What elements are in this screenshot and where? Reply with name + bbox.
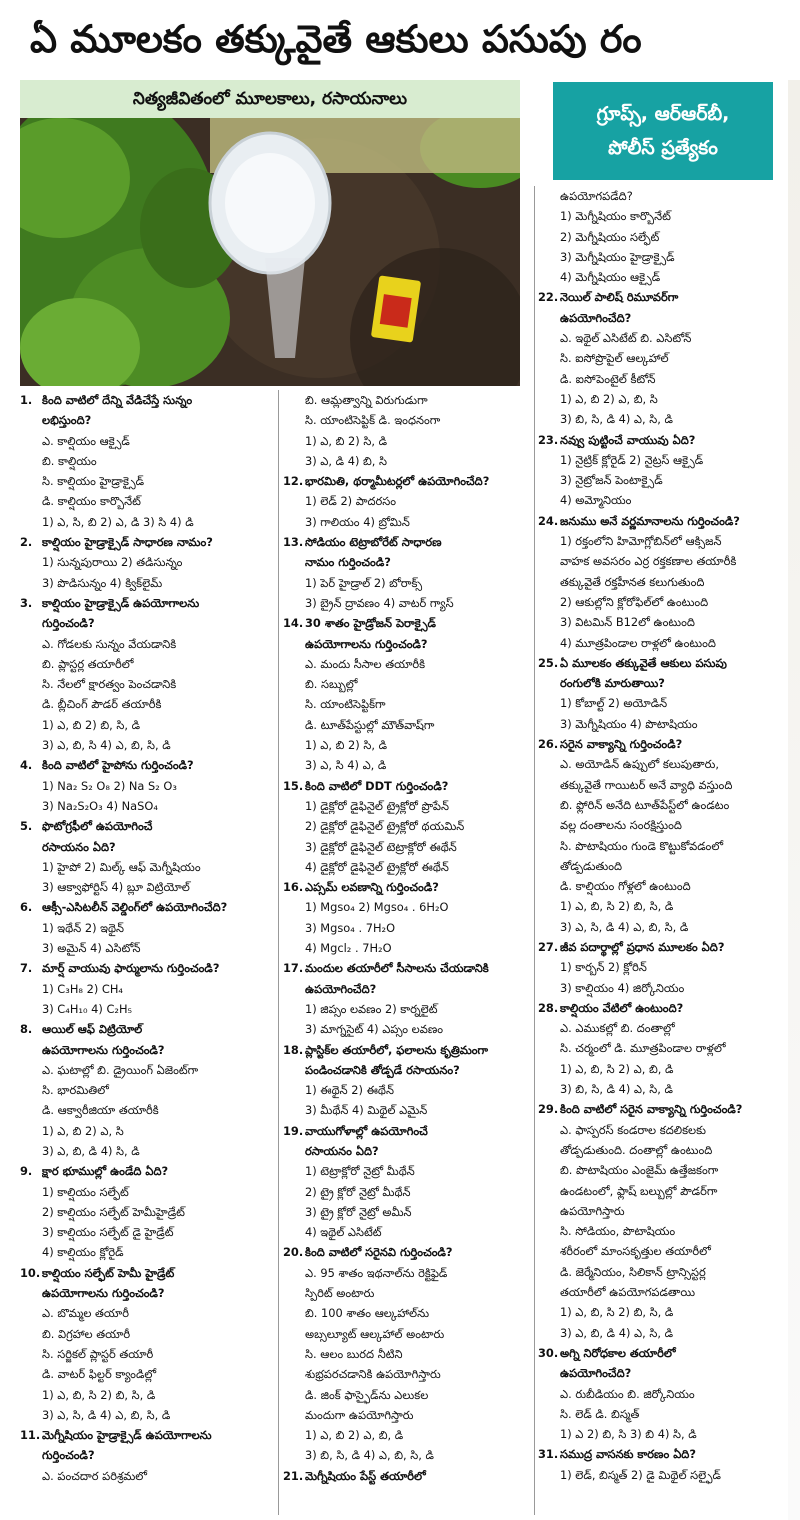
answer-option: 1) ఎ, సి, బి 2) ఎ, డి 3) సి 4) డి (42, 514, 194, 529)
answer-option: సి. కాల్షియం హైడ్రాక్సైడ్ (42, 474, 145, 489)
answer-option: ఎ. పంచదార పరిశ్రమలో (42, 1468, 147, 1483)
question-stem: ఫొటోగ్రఫీలో ఉపయోగించే (42, 819, 153, 834)
question-stem-continued: ఉపయోగించేది? (560, 1366, 632, 1381)
answer-option: సి. ఆలం బురద నీటిని (305, 1346, 403, 1361)
question-text (283, 532, 531, 552)
answer-option: 1) డైక్లోరో డైఫినైల్ ట్రైక్లోరో ప్రొపేన్ (305, 798, 449, 813)
answer-option: సి. చర్మంలో డి. మూత్రపిండాల రాళ్లలో (560, 1041, 726, 1056)
answer-option: 4) Mgcl₂ . 7H₂O (305, 941, 392, 956)
question-number: 1. (20, 393, 33, 407)
answer-option: డి. వాటర్ ఫిల్టర్ క్యాండిల్లో (42, 1367, 157, 1382)
answer-option: 1) ఎ, బి, సి 2) బి, సి, డి (560, 1305, 674, 1320)
question-stem-continued: ఉపయోగాలను గుర్తించండి? (42, 1042, 165, 1057)
question-stem: మందుల తయారీలో సీసాలను చేయడానికి (305, 961, 489, 976)
answer-option: ఎ. అయోడిన్ ఉప్పులో కలుపుతారు, (560, 757, 719, 772)
answer-option: 3) కాల్షియం 4) జిర్కోనియం (560, 980, 685, 995)
answer-option: 3) ట్రై క్లోరో నైట్రో అమీన్ (305, 1204, 412, 1219)
answer-option: డి. బ్లీచింగ్ పౌడర్ తయారీకి (42, 697, 162, 712)
answer-option: వాహక అవసరం ఎర్ర రక్తకణాల తయారీకి (560, 554, 737, 569)
answer-option: అబ్సల్యూట్ ఆల్కహాల్ అంటారు (305, 1326, 445, 1341)
question-text (283, 613, 531, 633)
answer-option: 2) ఆకుల్లోని క్లోరోఫిల్‌లో ఉంటుంది (560, 594, 709, 609)
question-text (20, 816, 274, 836)
question-text (20, 755, 274, 775)
answer-option: 4) అమ్మోనియం (560, 493, 632, 508)
answer-option: ఎ. గోడలకు సున్నం వేయడానికి (42, 636, 177, 651)
question-number: 30. (538, 1345, 559, 1360)
question-stem: కింది వాటిలో సరైనవి గుర్తించండి? (305, 1245, 453, 1260)
question-stem: నవ్వు పుట్టించే వాయువు ఏది? (560, 432, 696, 447)
answer-option: ఎ. ఎముకల్లో బి. దంతాల్లో (560, 1021, 675, 1036)
answer-option: 4) మెగ్నీషియం ఆక్సైడ్ (560, 270, 661, 285)
question-column-2 (283, 390, 531, 1515)
answer-option: 1) ఎ, బి 2) ఎ, బి, డి (305, 1428, 404, 1443)
badge-line-2: పోలీస్ ప్రత్యేకం (608, 137, 718, 159)
answer-option: 1) హైపో 2) మిల్క్ ఆఫ్ మెగ్నీషియం (42, 859, 201, 874)
question-stem: నెయిల్ పాలిష్ రిమూవర్‌గా (560, 290, 679, 305)
question-number: 8. (20, 1022, 33, 1037)
question-stem-continued: ఉపయోగించేది? (560, 310, 632, 325)
garden-photo (20, 118, 520, 386)
answer-option: తోడ్పడుతుంది. దంతాల్లో ఉంటుంది (560, 1142, 713, 1157)
answer-option: స్పిరిట్ అంటారు (305, 1286, 375, 1301)
question-number: 4. (20, 758, 33, 773)
answer-option: డి. కాల్షియం కార్బొనేట్ (42, 494, 141, 509)
question-stem: సముద్ర వాసనకు కారణం ఏది? (560, 1447, 696, 1462)
answer-option: ఎ. బొమ్మల తయారీ (42, 1306, 129, 1321)
question-stem-continued: రసాయనం ఏది? (42, 839, 116, 854)
answer-option: ఉపయోగిస్తారు (560, 1203, 625, 1218)
answer-option: బి. ఫ్లోరిన్ అనేది టూత్‌పేస్ట్‌లో ఉండటం (560, 797, 730, 812)
answer-option: 3) ఎ, డి 4) బి, సి (305, 453, 388, 468)
question-stem: వాయుగోళాల్లో ఉపయోగించే (305, 1123, 428, 1138)
answer-option: బి. ఆమ్లత్వాన్ని విరుగుడుగా (305, 393, 428, 407)
question-number: 14. (283, 616, 304, 631)
question-number: 11. (20, 1428, 41, 1443)
answer-option: 1) ఎ, బి 2) ఎ, సి (42, 1123, 124, 1138)
question-stem-continued: నామం గుర్తించండి? (305, 555, 391, 570)
answer-option: బి. కాల్షియం (42, 453, 97, 468)
question-number: 2. (20, 535, 33, 550)
answer-option: సి. నేలలో క్షారత్వం పెంచడానికి (42, 677, 177, 692)
answer-option: 1) ఈథైన్ 2) ఈథేన్ (305, 1083, 394, 1098)
question-column-3 (538, 186, 790, 1516)
question-stem: ఏ మూలకం తక్కువైతే ఆకులు పసుపు (560, 655, 727, 670)
question-text (538, 1444, 790, 1464)
answer-option: 1) Na₂ S₂ O₈ 2) Na S₂ O₃ (42, 778, 177, 793)
question-stem: 30 శాతం హైడ్రోజన్ పెరాక్సైడ్ (305, 616, 436, 631)
question-stem: కింది వాటిలో దేన్ని వేడిచేస్తే సున్నం (42, 393, 193, 407)
answer-option: 4) డైక్లోరో డైఫినైల్ ట్రైక్లోరో ఈథేన్ (305, 859, 449, 874)
question-stem-continued: పండించడానికి తోడ్పడే రసాయనం? (305, 1062, 460, 1077)
answer-option: ఎ. రుబీడియం బి. జిర్కోనియం (560, 1386, 695, 1401)
question-stem: కింది వాటిలో హైపోను గుర్తించండి? (42, 758, 194, 773)
answer-option: 1) కోబాల్ట్ 2) అయోడిన్ (560, 696, 668, 711)
question-stem: మెగ్నీషియం పేస్ట్ తయారీలో (305, 1468, 426, 1483)
question-text (538, 1343, 790, 1363)
answer-option: డి. టూత్‌పేస్టుల్లో మౌత్‌వాష్‌గా (305, 717, 435, 732)
question-stem-continued: గుర్తించండి? (42, 1448, 95, 1463)
question-text (283, 1040, 531, 1060)
question-number: 3. (20, 595, 33, 610)
exam-badge (553, 82, 773, 180)
question-text (283, 776, 531, 796)
answer-option: 2) మెగ్నీషియం సల్ఫేట్ (560, 229, 660, 244)
answer-option: 3) మాగ్నసైట్ 4) ఎప్సం లవణం (305, 1022, 444, 1037)
answer-option: 1) ఎ, బి 2) సి, డి (305, 738, 388, 753)
answer-option: 3) అమైన్ 4) ఎసిటోన్ (42, 941, 141, 956)
answer-option: 3) Mgso₄ . 7H₂O (305, 920, 396, 935)
answer-option: 1) ఎ, బి, సి 2) బి, సి, డి (560, 899, 674, 914)
question-number: 28. (538, 1000, 559, 1015)
question-stem: జనుము అనే వర్ణమానాలను గుర్తించండి? (560, 513, 740, 528)
answer-option: 1) కార్బన్ 2) క్లోరిన్ (560, 960, 647, 975)
answer-option: 1) ఎ, బి 2) బి, సి, డి (42, 717, 141, 732)
answer-option: 3) గాలియం 4) బ్రోమిన్ (305, 514, 410, 529)
question-number: 29. (538, 1102, 559, 1117)
answer-option: 1) మెగ్నీషియం కార్బొనేట్ (560, 209, 671, 224)
answer-option: వల్ల దంతాలను సంరక్షిస్తుంది (560, 818, 682, 833)
answer-option: డి. కాల్షియం గోళ్లలో ఉంటుంది (560, 879, 691, 894)
answer-option: మందుగా ఉపయోగిస్తారు (305, 1407, 414, 1422)
answer-option: సి. సోడియం, పొటాషియం (560, 1224, 676, 1239)
question-number: 15. (283, 778, 304, 793)
answer-option: ఎ. 95 శాతం ఇథనాల్‌ను రెక్టిఫైడ్ (305, 1265, 448, 1280)
question-column-1 (20, 390, 274, 1515)
question-text (538, 937, 790, 957)
answer-option: 4) కాల్షియం క్లోరైడ్ (42, 1245, 124, 1260)
answer-option: డి. జింక్ ఫాస్ఫైడ్‌ను ఎలుకల (305, 1387, 429, 1402)
question-stem: మార్ష్ వాయువు ఫార్ములాను గుర్తించండి? (42, 961, 220, 976)
question-text (283, 1121, 531, 1141)
answer-option: 1) కాల్షియం సల్ఫేట్ (42, 1184, 129, 1199)
answer-option: 1) జిప్సం లవణం 2) కార్నలైట్ (305, 1001, 438, 1016)
answer-option: 4) ఇథైల్ ఎసిటేట్ (305, 1225, 382, 1240)
question-number: 13. (283, 535, 304, 550)
question-text (283, 471, 531, 491)
question-stem-continued: గుర్తించండి? (42, 616, 95, 631)
question-number: 18. (283, 1042, 304, 1057)
question-stem: అగ్ని నిరోధకాల తయారీలో (560, 1345, 676, 1360)
question-stem: ఎప్సమ్ లవణాన్ని గుర్తించండి? (305, 880, 439, 895)
answer-option: 3) Na₂S₂O₃ 4) NaSO₄ (42, 798, 158, 813)
question-stem: కాల్షియం హైడ్రాక్సైడ్ సాధారణ నామం? (42, 535, 213, 550)
answer-option: సి. పొటాషియం గుండె కొట్టుకోవడంలో (560, 838, 724, 853)
answer-option: సి. భారమితిలో (42, 1083, 109, 1098)
question-number: 19. (283, 1123, 304, 1138)
question-text (538, 653, 790, 673)
answer-option: 3) ఎ, సి, డి 4) ఎ, బి, సి, డి (560, 919, 689, 934)
answer-option: 1) ఎ, బి, సి 2) బి, సి, డి (42, 1387, 156, 1402)
question-stem-continued: ఉపయోగాలను గుర్తించండి? (305, 636, 428, 651)
answer-option: డి. ఆక్వారీజియా తయారీకి (42, 1103, 159, 1118)
answer-option: 3) ఎ, బి, డి 4) ఎ, సి, డి (560, 1325, 674, 1340)
answer-option: సి. లెడ్ డి. బిస్మత్ (560, 1406, 640, 1421)
question-stem-continued: ఉపయోగాలను గుర్తించండి? (42, 1286, 165, 1301)
question-text (283, 1466, 531, 1486)
answer-option: బి. సబ్బుల్లో (305, 677, 358, 692)
answer-option: బి. ప్లాస్టర్ల తయారీలో (42, 656, 134, 671)
answer-option: 3) బ్రైన్ ద్రావణం 4) వాటర్ గ్యాస్ (305, 595, 454, 610)
question-stem: క్షార భూముల్లో ఉండేది ఏది? (42, 1164, 169, 1179)
question-text (283, 1242, 531, 1262)
answer-option: బి. 100 శాతం ఆల్కహాల్‌ను (305, 1306, 430, 1321)
answer-option: 1) సున్నపురాయి 2) తడిసున్నం (42, 555, 183, 570)
question-text (20, 532, 274, 552)
answer-option: 4) మూత్రపిండాల రాళ్లలో ఉంటుంది (560, 635, 716, 650)
answer-option: ఉండటంలో, ఫ్లాష్ బల్బుల్లో పౌడర్‌గా (560, 1183, 718, 1198)
question-stem: కింది వాటిలో DDT గుర్తించండి? (305, 778, 449, 793)
answer-option: 1) లెడ్, బిస్మత్ 2) డై మిథైల్ సల్ఫైడ్ (560, 1467, 721, 1482)
question-stem: ప్లాస్టిక్‌ల తయారీలో, ఫలాలను కృత్రిమంగా (305, 1042, 489, 1057)
question-stem-continued: రంగులోకి మారుతాయి? (560, 676, 665, 691)
question-number: 26. (538, 737, 559, 752)
answer-option: 3) C₄H₁₀ 4) C₂H₅ (42, 1001, 133, 1016)
answer-option: 3) మీథేన్ 4) మిథైల్ ఎమైన్ (305, 1103, 428, 1118)
question-text (283, 958, 531, 978)
question-number: 17. (283, 961, 304, 976)
answer-option: తోడ్పడుతుంది (560, 858, 623, 873)
answer-option: శరీరంలో మాంసకృత్తుల తయారీలో (560, 1244, 711, 1259)
answer-option: 1) ఎ 2) బి, సి 3) బి 4) సి, డి (560, 1427, 697, 1442)
answer-option: డి. ఐసోపెంటైల్ కీటోన్ (560, 371, 656, 386)
answer-option: తక్కువైతే గాయిటర్ అనే వ్యాధి వస్తుంది (560, 777, 733, 792)
answer-option: బి. పొటాషియం ఎంజైమ్ ఉత్తేజకంగా (560, 1163, 719, 1178)
answer-option: 3) ఎ, సి 4) ఎ, డి (305, 758, 387, 773)
answer-option: సి. సర్జికల్ ప్లాస్టర్ తయారీ (42, 1346, 154, 1361)
badge-line-1: గ్రూప్స్, ఆర్‌ఆర్‌బీ, (596, 103, 730, 125)
question-number: 6. (20, 900, 33, 915)
garden-photo-illustration (20, 118, 520, 386)
answer-option: తక్కువైతే రక్తహీనత కలుగుతుంది (560, 574, 705, 589)
answer-option: 3) నైట్రోజన్ పెంటాక్సైడ్ (560, 473, 663, 488)
question-number: 23. (538, 432, 559, 447)
answer-option: బి. విగ్రహాల తయారీ (42, 1326, 131, 1341)
answer-option: 1) C₃H₈ 2) CH₄ (42, 981, 123, 996)
question-number: 5. (20, 819, 33, 834)
question-number: 27. (538, 939, 559, 954)
answer-option: 1) రక్తంలోని హిమోగ్లోబిన్‌లో ఆక్సిజన్ (560, 534, 722, 549)
answer-option: 1) ఎ, బి, సి 2) ఎ, బి, డి (560, 1061, 674, 1076)
question-number: 22. (538, 290, 559, 305)
question-text (20, 958, 274, 978)
answer-option: 2) కాల్షియం సల్ఫేట్ హెమీహైడ్రేట్ (42, 1204, 185, 1219)
question-number: 10. (20, 1265, 41, 1280)
answer-option: ఉపయోగపడేది? (560, 189, 633, 203)
answer-option: 3) ఎ, బి, సి 4) ఎ, బి, సి, డి (42, 738, 171, 753)
answer-option: శుభ్రపరచడానికి ఉపయోగిస్తారు (305, 1367, 441, 1382)
answer-option: ఎ. కాల్షియం ఆక్సైడ్ (42, 433, 130, 448)
column-divider (534, 186, 535, 1515)
answer-option: 3) ఆక్వాఫోర్టిస్ 4) బ్లూ విట్రియోల్ (42, 880, 190, 895)
question-stem: సరైన వాక్యాన్ని గుర్తించండి? (560, 737, 683, 752)
answer-option: 3) కాల్షియం సల్ఫేట్ డై హైడ్రేట్ (42, 1225, 174, 1240)
answer-option: 1) ఎ, బి 2) ఎ, బి, సి (560, 391, 658, 406)
answer-option: సి. యాంటిసెప్టిక్ డి. ఇంధనంగా (305, 413, 441, 428)
question-number: 21. (283, 1468, 304, 1483)
question-stem: కాల్షియం సల్ఫేట్ హెమీ హైడ్రేట్ (42, 1265, 175, 1280)
headline: ఏ మూలకం తక్కువైతే ఆకులు పసుపు రం (30, 17, 642, 61)
question-text (20, 1263, 274, 1283)
question-stem-continued: రసాయనం ఏది? (305, 1143, 379, 1158)
question-text (538, 998, 790, 1018)
question-text (283, 877, 531, 897)
question-number: 16. (283, 880, 304, 895)
answer-option: 3) విటమిన్ B12లో ఉంటుంది (560, 615, 695, 630)
question-number: 20. (283, 1245, 304, 1260)
answer-option: 3) బి, సి, డి 4) ఎ, సి, డి (560, 412, 673, 427)
question-text (20, 1425, 274, 1445)
answer-option: ఎ. ఘటాల్లో బి. డ్రైయింగ్ ఏజెంట్‌గా (42, 1062, 199, 1077)
question-stem: ఆక్సీ-ఎసిటలీన్ వెల్డింగ్‌లో ఉపయోగించేది? (42, 900, 228, 915)
answer-option: ఎ. ఫాస్పరస్ కండరాల కదలికలకు (560, 1122, 706, 1137)
answer-option: 1) టెట్రాక్లోరో నైట్రో మీథేన్ (305, 1164, 415, 1179)
question-stem: సోడియం టెట్రాబోరేట్ సాధారణ (305, 535, 442, 550)
question-text (20, 1161, 274, 1181)
question-number: 24. (538, 513, 559, 528)
question-text (538, 1099, 790, 1119)
answer-option: 3) ఎ, సి, డి 4) ఎ, బి, సి, డి (42, 1407, 171, 1422)
answer-option: సి. ఐసోప్రొపైల్ ఆల్కహాల్ (560, 351, 669, 366)
answer-option: 1) లెడ్ 2) పాదరసం (305, 494, 397, 509)
question-stem: కింది వాటిలో సరైన వాక్యాన్ని గుర్తించండి? (560, 1102, 743, 1117)
answer-option: 3) మెగ్నీషియం 4) పొటాషియం (560, 716, 698, 731)
question-stem: జీవ పదార్థాల్లో ప్రధాన మూలకం ఏది? (560, 939, 725, 954)
question-number: 7. (20, 961, 33, 976)
question-text (538, 734, 790, 754)
column-divider (278, 390, 279, 1515)
question-text (538, 287, 790, 307)
answer-option: 3) బి, సి, డి 4) ఎ, సి, డి (560, 1082, 673, 1097)
question-text (20, 897, 274, 917)
answer-option: డి. జెర్మేనియం, సిలికాన్ ట్రాన్సిస్టర్ల (560, 1264, 706, 1279)
answer-option: 1) Mgso₄ 2) Mgso₄ . 6H₂O (305, 900, 449, 915)
answer-option: 1) ఎ, బి 2) సి, డి (305, 433, 388, 448)
answer-option: తయారీలో ఉపయోగపడతాయి (560, 1285, 696, 1300)
question-stem: కాల్షియం హైడ్రాక్సైడ్ ఉపయోగాలను (42, 595, 200, 610)
answer-option: 1) పెర్ హైడ్రాల్ 2) బోరాక్స్ (305, 575, 423, 590)
question-text (20, 390, 274, 410)
question-number: 9. (20, 1164, 33, 1179)
question-number: 31. (538, 1447, 559, 1462)
question-stem: మెగ్నీషియం హైడ్రాక్సైడ్ ఉపయోగాలను (42, 1428, 212, 1443)
answer-option: 3) పొడిసున్నం 4) క్విక్‌లైమ్ (42, 575, 163, 590)
question-text (20, 593, 274, 613)
answer-option: 3) డైక్లోరో డైఫినైల్ టెట్రాక్లోరో ఈథేన్ (305, 839, 457, 854)
question-stem-continued: ఉపయోగించేది? (305, 981, 377, 996)
question-stem: కాల్షియం వేటిలో ఉంటుంది? (560, 1000, 684, 1015)
answer-option: 3) ఎ, బి, డి 4) సి, డి (42, 1143, 140, 1158)
answer-option: ఎ. ఇథైల్ ఎసిటేట్ బి. ఎసిటోన్ (560, 331, 692, 346)
section-banner: నిత్యజీవితంలో మూలకాలు, రసాయనాలు (20, 80, 520, 118)
answer-option: 3) మెగ్నీషియం హైడ్రాక్సైడ్ (560, 249, 675, 264)
question-text (538, 430, 790, 450)
answer-option: 1) ఇథేన్ 2) ఇథైన్ (42, 920, 125, 935)
question-stem-continued: లభిస్తుంది? (42, 413, 92, 428)
answer-option: ఎ. మందు సీసాల తయారీకి (305, 656, 426, 671)
question-stem: భారమితి, థర్మామీటర్లలో ఉపయోగించేది? (305, 474, 490, 489)
question-text (538, 511, 790, 531)
answer-option: 1) నైట్రిక్ క్లోరైడ్ 2) నైట్రస్ ఆక్సైడ్ (560, 452, 704, 467)
question-number: 12. (283, 474, 304, 489)
question-text (20, 1019, 274, 1039)
answer-option: 2) డైక్లోరో డైఫినైల్ ట్రైక్లోరో థయమిన్ (305, 819, 465, 834)
answer-option: 2) ట్రై క్లోరో నైట్రో మీథేన్ (305, 1184, 411, 1199)
question-stem: ఆయిల్ ఆఫ్ విట్రియోల్ (42, 1022, 143, 1037)
question-number: 25. (538, 655, 559, 670)
answer-option: 3) బి, సి, డి 4) ఎ, బి, సి, డి (305, 1448, 434, 1463)
answer-option: సి. యాంటిసెప్టిక్‌గా (305, 697, 386, 712)
